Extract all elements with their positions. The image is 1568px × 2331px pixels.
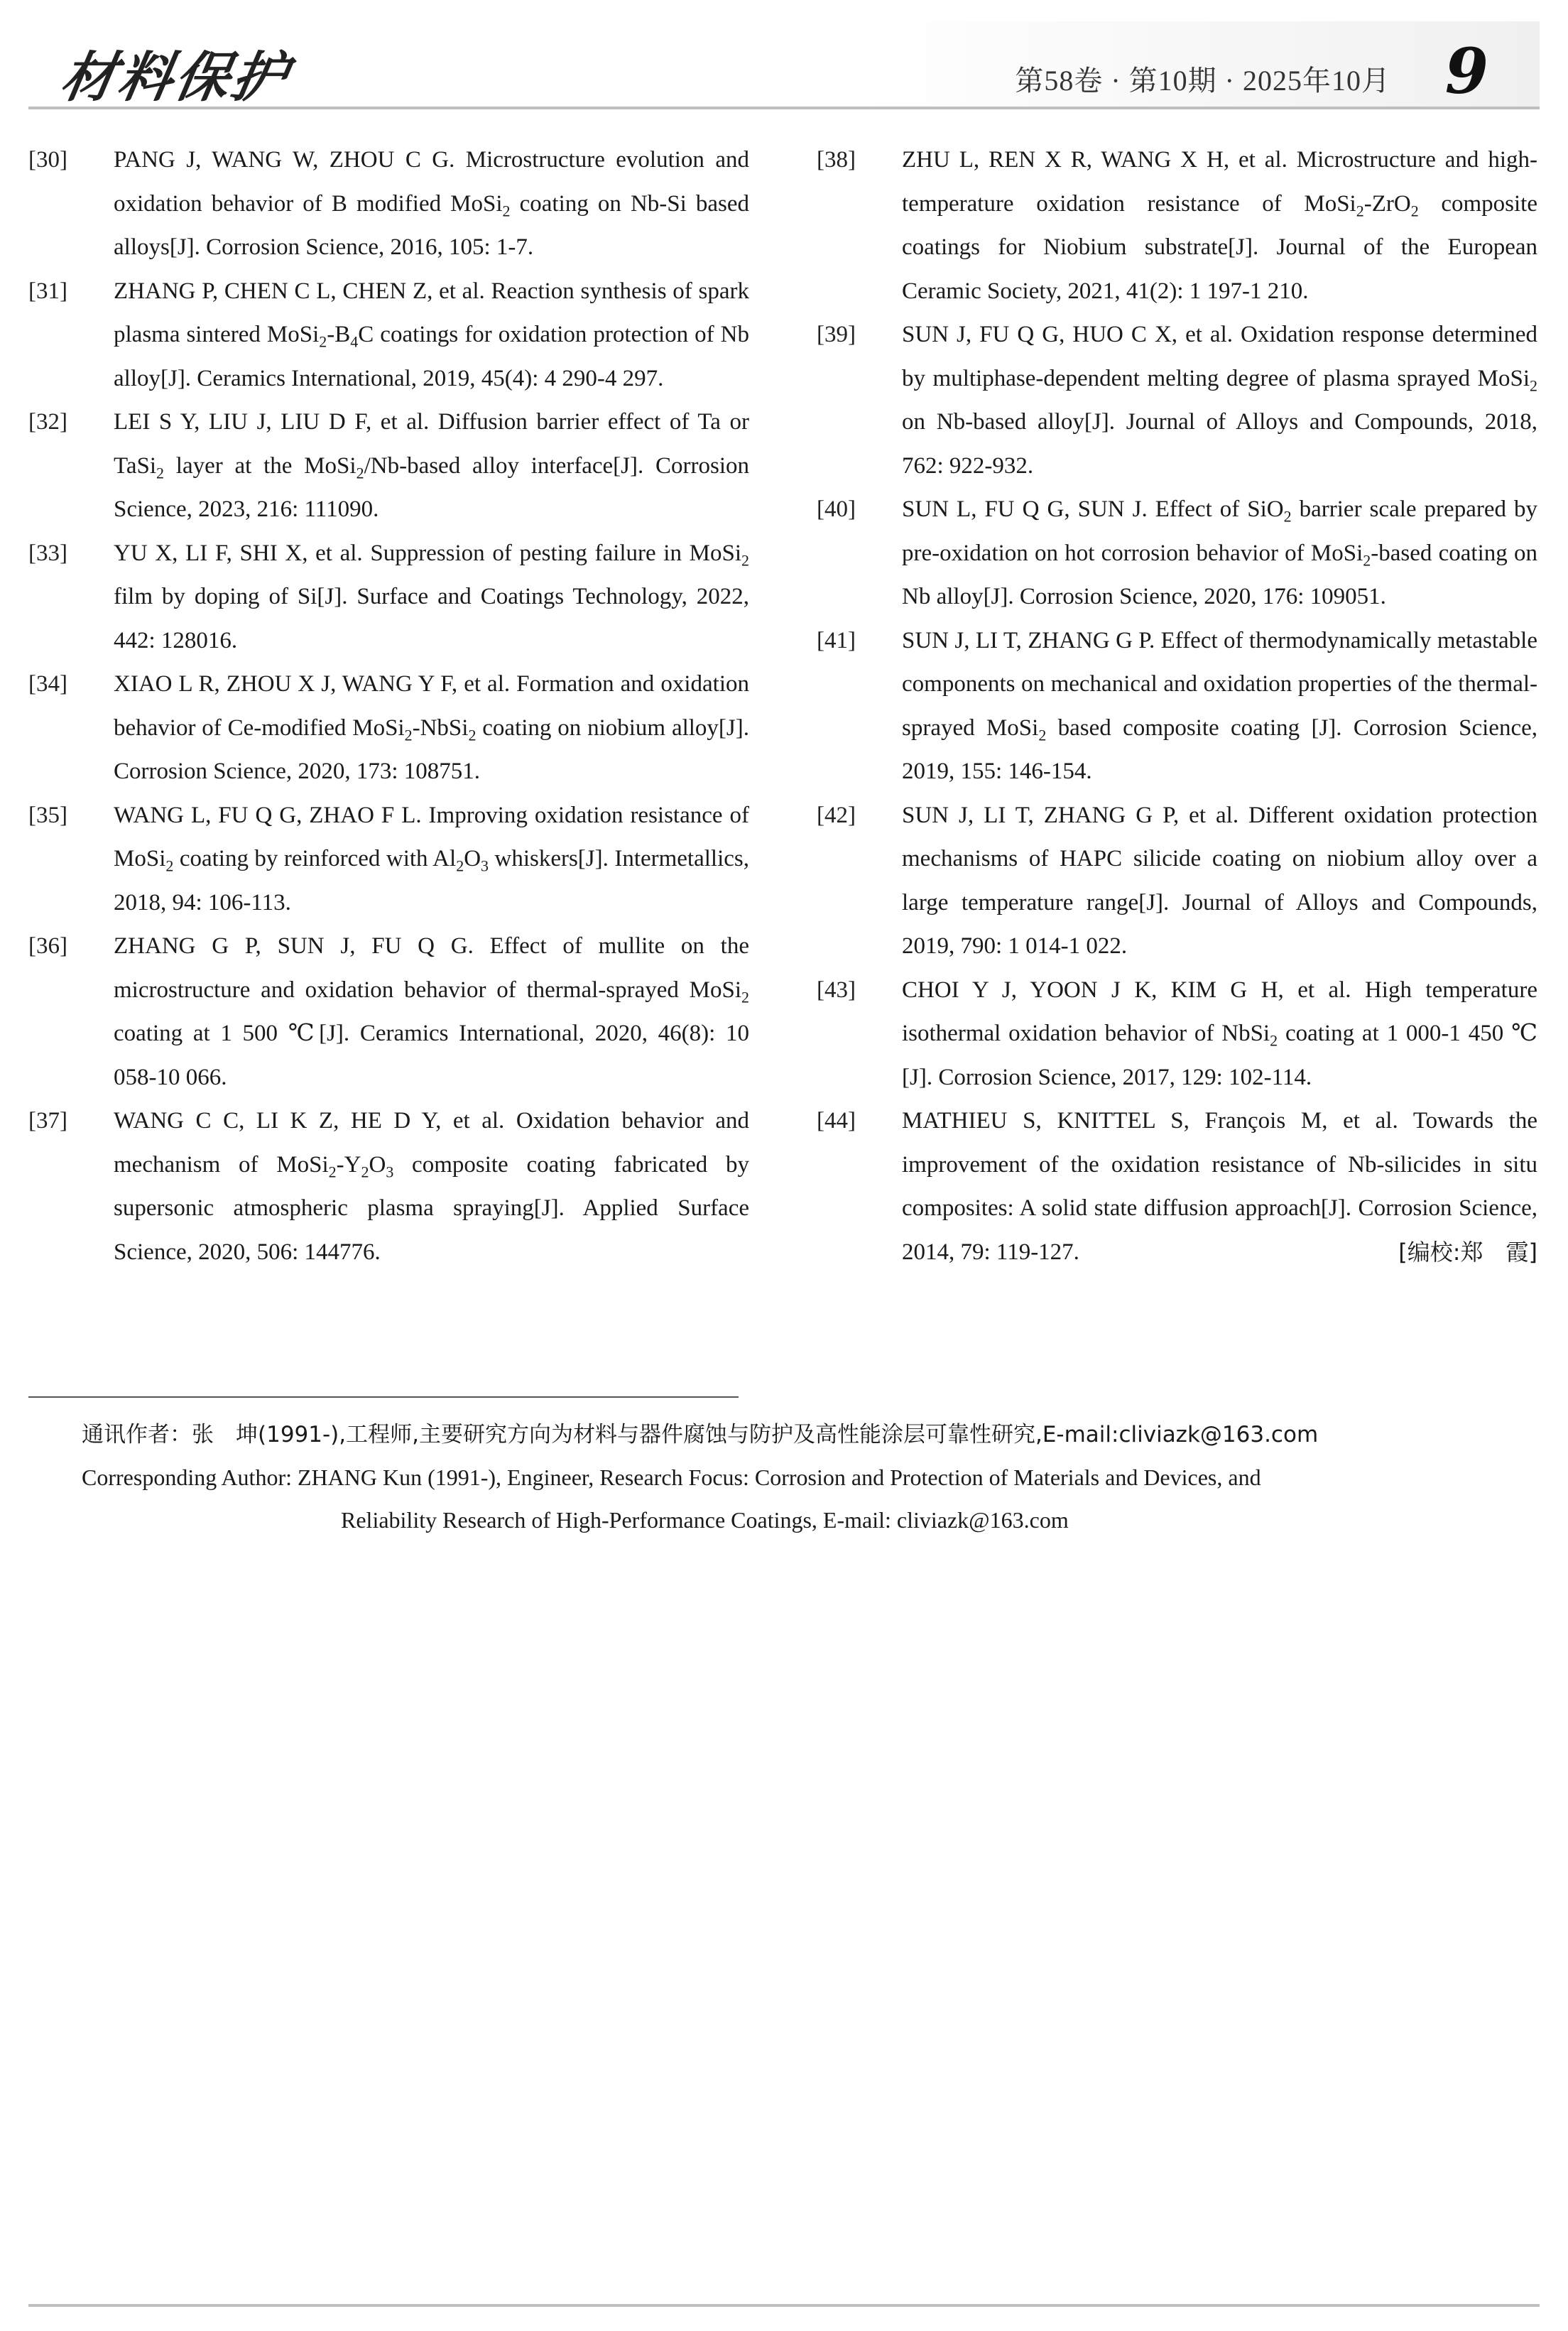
subscript: 3 [481,857,489,875]
reference-text-part: ZHU L, REN X R, WANG X H, et al. Microstructure and high-temperature oxidation resistance of MoSi [902,147,1537,217]
reference-text-part: based composite coating [J]. Corrosion Science, 2019, 155: 146-154. [902,714,1537,784]
reference-number: [33] [28,540,67,566]
reference-number: [34] [28,671,67,697]
reference-text-part: CHOI Y J, YOON J K, KIM G H, et al. High temperature isothermal oxidation behavior of NbSi [902,977,1537,1046]
subscript: 2 [165,857,174,875]
subscript: 2 [361,1163,369,1181]
subscript: 2 [502,202,511,220]
reference-text-part: ZHANG G P, SUN J, FU Q G. Effect of mullite on the microstructure and oxidation behavior of thermal-sprayed MoSi [114,933,749,1003]
reference-text [114,270,749,401]
subscript: 2 [741,551,749,570]
reference-item [28,532,749,663]
reference-text-part: SUN J, LI T, ZHANG G P, et al. Different oxidation protection mechanisms of HAPC silicide coating on niobium alloy over a large temperature range[J]. Journal of Alloys and Compounds, 2019, 790: 1 014-1 022. [902,802,1537,959]
reference-text-part: YU X, LI F, SHI X, et al. Suppression of pesting failure in MoSi [114,540,741,566]
reference-text-part: barrier scale prepared by pre-oxidation on hot corrosion behavior of MoSi [902,496,1537,566]
reference-item [817,1099,1537,1274]
reference-text [114,925,749,1099]
reference-item [817,138,1537,313]
reference-item [28,1099,749,1274]
reference-text-part: ZHANG P, CHEN C L, CHEN Z, et al. Reaction synthesis of spark plasma sintered MoSi [114,278,749,347]
subscript: 2 [468,726,477,744]
reference-number: [40] [817,496,856,522]
subscript: 2 [1410,202,1419,220]
reference-text-part: coating on niobium alloy[J]. Corrosion Science, 2020, 173: 108751. [114,714,749,784]
reference-number: [43] [817,977,856,1003]
reference-item [28,401,749,532]
subscript: 3 [386,1163,394,1181]
reference-text [902,488,1537,619]
reference-number: [41] [817,627,856,653]
reference-text [902,969,1537,1100]
reference-text-part: composite coating fabricated by supersonic atmospheric plasma spraying[J]. Applied Surface Science, 2020, 506: 144776. [114,1151,749,1265]
reference-item [817,619,1537,794]
reference-text [902,1099,1537,1274]
reference-item [28,663,749,794]
reference-text-part: coating on Nb-Si based alloys[J]. Corrosion Science, 2016, 105: 1-7. [114,190,750,260]
references-right-column [817,138,1537,1274]
subscript: 2 [741,988,749,1006]
subscript: 2 [156,464,165,482]
issue-info: 第58卷 · 第10期 · 2025年10月 [1015,65,1390,97]
subscript: 2 [1270,1031,1278,1050]
reference-text-part: -based coating on Nb alloy[J]. Corrosion Science, 2020, 176: 109051. [902,540,1537,609]
reference-item [28,925,749,1099]
editor-note: [编校:郑 霞] [1398,1238,1537,1266]
subscript: 2 [456,857,464,875]
reference-text-part: coating at 1 000-1 450 ℃[J]. Corrosion Science, 2017, 129: 102-114. [902,1021,1537,1090]
reference-text [902,794,1537,969]
reference-item [817,969,1537,1100]
reference-number: [42] [817,802,856,828]
reference-number: [37] [28,1108,67,1134]
reference-text [114,532,749,663]
reference-text-part: -ZrO [1363,190,1411,217]
reference-text [114,794,749,925]
reference-text-part: -Y [336,1151,361,1178]
subscript: 2 [328,1163,337,1181]
reference-text-part: SUN L, FU Q G, SUN J. Effect of SiO [902,496,1284,522]
reference-text-part: C coatings for oxidation protection of Nb alloy[J]. Ceramics International, 2019, 45(4): 4 290-4 297. [114,322,749,391]
author-note-english-line2: Reliability Research of High-Performance Coatings, E-mail: cliviazk@163.com [341,1507,1069,1533]
bottom-rule [28,2304,1540,2307]
subscript: 4 [350,332,359,351]
reference-text-part: LEI S Y, LIU J, LIU D F, et al. Diffusion barrier effect of Ta or TaSi [114,409,749,479]
reference-number: [32] [28,409,67,435]
reference-text [902,138,1537,313]
subscript: 2 [1356,202,1364,220]
reference-text-part: O [369,1151,386,1178]
reference-item [28,138,749,270]
reference-text-part: composite coatings for Niobium substrate[J]. Journal of the European Ceramic Society, 2021, 41(2): 1 197-1 210. [902,190,1537,304]
reference-item [28,794,749,925]
subscript: 2 [1530,376,1537,395]
reference-text-part: -B [327,322,351,347]
reference-item [817,313,1537,488]
subscript: 2 [1363,551,1371,570]
subscript: 2 [356,464,364,482]
reference-number: [31] [28,278,67,304]
reference-text [114,138,749,270]
reference-number: [30] [28,147,67,173]
reference-text-part: MATHIEU S, KNITTEL S, François M, et al. Towards the improvement of the oxidation resistance of Nb-silicides in situ composites: A solid state diffusion approach[J]. Corrosion Science, 2014, 79: 119-127. [902,1108,1537,1265]
subscript: 2 [319,332,327,351]
reference-text [114,401,749,532]
reference-text [902,619,1537,794]
reference-item [817,488,1537,619]
reference-text-part: WANG L, FU Q G, ZHAO F L. Improving oxidation resistance of MoSi [114,802,749,871]
reference-text-part: coating by reinforced with Al [173,846,457,871]
subscript: 2 [1038,726,1047,744]
reference-text-part: PANG J, WANG W, ZHOU C G. Microstructure evolution and oxidation behavior of B modified MoSi [114,147,749,217]
author-note [28,1413,1540,1541]
reference-number: [44] [817,1108,856,1134]
reference-text-part: on Nb-based alloy[J]. Journal of Alloys and Compounds, 2018, 762: 922-932. [902,409,1537,479]
reference-text-part: XIAO L R, ZHOU X J, WANG Y F, et al. Formation and oxidation behavior of Ce-modified MoSi [114,671,749,741]
reference-item [817,794,1537,969]
journal-logo: 材料保护 [56,45,295,109]
author-note-chinese: 通讯作者：张 坤(1991-),工程师,主要研究方向为材料与器件腐蚀与防护及高性能涂层可靠性研究,E-mail:cliviazk@163.com [82,1422,1319,1447]
reference-text [114,1099,749,1274]
reference-text [902,313,1537,488]
reference-text-part: layer at the MoSi [164,452,356,479]
reference-text-part: whiskers[J]. Intermetallics, 2018, 94: 106-113. [114,846,749,915]
reference-text-part: SUN J, LI T, ZHANG G P. Effect of thermodynamically metastable components on mechanical and oxidation properties of the thermal-sprayed MoSi [902,627,1537,741]
footnote-divider [28,1396,739,1398]
subscript: 2 [404,726,413,744]
reference-text-part: O [464,846,481,871]
page-number: 9 [1444,34,1488,108]
reference-text-part: WANG C C, LI K Z, HE D Y, et al. Oxidation behavior and mechanism of MoSi [114,1108,749,1178]
page-header [28,21,1540,109]
reference-text-part: /Nb-based alloy interface[J]. Corrosion Science, 2023, 216: 111090. [114,452,749,522]
author-note-english-line1: Corresponding Author: ZHANG Kun (1991-), Engineer, Research Focus: Corrosion and Protection of Materials and Devices, and [82,1465,1261,1490]
reference-text-part: film by doping of Si[J]. Surface and Coatings Technology, 2022, 442: 128016. [114,584,749,653]
reference-text-part: SUN J, FU Q G, HUO C X, et al. Oxidation response determined by multiphase-dependent melting degree of plasma sprayed MoSi [902,322,1537,391]
reference-number: [39] [817,322,856,347]
reference-text-part: -NbSi [412,714,469,741]
reference-item [28,270,749,401]
reference-number: [36] [28,933,67,959]
reference-text-part: coating at 1 500 ℃[J]. Ceramics International, 2020, 46(8): 10 058-10 066. [114,1021,749,1090]
reference-text [114,663,749,794]
reference-number: [38] [817,147,856,173]
reference-number: [35] [28,802,67,828]
references-left-column [28,138,749,1274]
subscript: 2 [1283,507,1292,526]
